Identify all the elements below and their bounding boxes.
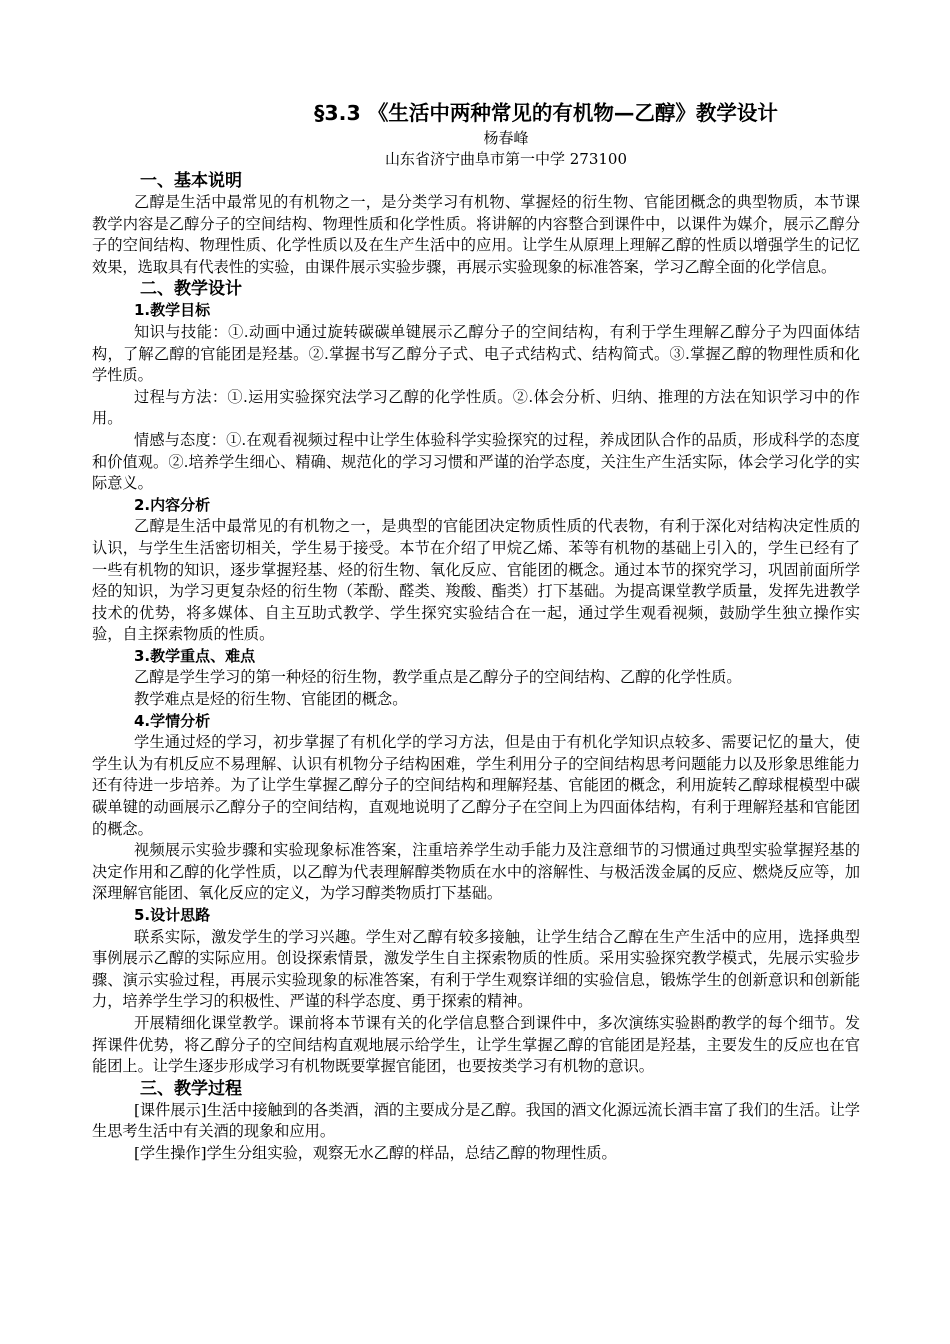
document-title: §3.3 《生活中两种常见的有机物—乙醇》教学设计	[314, 101, 778, 125]
paragraph: 开展精细化课堂教学。课前将本节课有关的化学信息整合到课件中，多次演练实验斟酌教学的每个细节。发挥课件优势，将乙醇分子的空间结构直观地展示给学生，让学生掌握乙醇的官能团是羟基，主要发生的反应也在官能团上。让学生逐步形成学习有机物既要掌握官能团，也要按类学习有机物的意识。	[92, 1013, 860, 1076]
subheading-key-points: 3.教学重点、难点	[134, 646, 256, 665]
subheading-goals: 1.教学目标	[134, 301, 211, 320]
subheading-content-analysis: 2.内容分析	[134, 495, 211, 514]
paragraph: 乙醇是生活中最常见的有机物之一，是典型的官能团决定物质性质的代表物，有利于深化对结构决定性质的认识，与学生生活密切相关，学生易于接受。本节在介绍了甲烷乙烯、苯等有机物的基础上引入的，学生已经有了一些有机物的知识，逐步掌握羟基、烃的衍生物、氧化反应、官能团的概念。通过本节的探究学习，巩固前面所学烃的知识，为学习更复杂烃的衍生物（苯酚、醛类、羧酸、酯类）打下基础。为提高课堂教学质量，发挥先进教学技术的优势，将多媒体、自主互助式教学、学生探究实验结合在一起，通过学生观看视频，鼓励学生独立操作实验，自主探索物质的性质。	[92, 517, 860, 644]
paragraph: 视频展示实验步骤和实验现象标准答案，注重培养学生动手能力及注意细节的习惯通过典型实验掌握羟基的决定作用和乙醇的化学性质，以乙醇为代表理解醇类物质在水中的溶解性、与极活泼金属的反应、燃烧反应等，加深理解官能团、氧化反应的定义，为学习醇类物质打下基础。	[92, 841, 860, 903]
paragraph: 情感与态度：①.在观看视频过程中让学生体验科学实验探究的过程，养成团队合作的品质，形成科学的态度和价值观。②.培养学生细心、精确、规范化的学习习惯和严谨的治学态度，关注生产生活实际，体会学习化学的实际意义。	[92, 430, 860, 493]
author-affiliation: 山东省济宁曲阜市第一中学 273100	[384, 150, 628, 168]
paragraph: 联系实际，激发学生的学习兴趣。学生对乙醇有较多接触，让学生结合乙醇在生产生活中的应用，选择典型事例展示乙醇的实际应用。创设探索情景，激发学生自主探索物质的性质。采用实验探究教学模式，先展示实验步骤、演示实验过程，再展示实验现象的标准答案，有利于学生观察详细的实验信息，锻炼学生的创新意识和创新能力，培养学生学习的积极性、严谨的科学态度、勇于探索的精神。	[92, 927, 860, 1011]
document-page	[92, 98, 860, 1165]
paragraph: 教学难点是烃的衍生物、官能团的概念。	[134, 690, 408, 709]
section-heading-design: 二、教学设计	[140, 279, 242, 300]
paragraph: 乙醇是生活中最常见的有机物之一，是分类学习有机物、掌握烃的衍生物、官能团概念的典型物质，本节课教学内容是乙醇分子的空间结构、物理性质和化学性质。将讲解的内容整合到课件中，以课件为媒介，展示乙醇分子的空间结构、物理性质、化学性质以及在生产生活中的应用。让学生从原理上理解乙醇的性质以增强学生的记忆效果，选取具有代表性的实验，由课件展示实验步骤，再展示实验现象的标准答案，学习乙醇全面的化学信息。	[92, 193, 860, 276]
subheading-design-ideas: 5.设计思路	[134, 906, 211, 924]
author-name: 杨春峰	[483, 129, 529, 147]
paragraph: 乙醇是学生学习的第一种烃的衍生物，教学重点是乙醇分子的空间结构、乙醇的化学性质。	[134, 668, 742, 687]
paragraph: [学生操作]学生分组实验，观察无水乙醇的样品，总结乙醇的物理性质。	[134, 1143, 617, 1162]
subheading-learner-analysis: 4.学情分析	[134, 711, 211, 730]
section-heading-basic: 一、基本说明	[140, 171, 242, 191]
paragraph: 学生通过烃的学习，初步掌握了有机化学的学习方法，但是由于有机化学知识点较多、需要记忆的量大，使学生认为有机反应不易理解、认识有机物分子结构困难，学生利用分子的空间结构思考问题能力以及形象思维能力还有待进一步培养。为了让学生掌握乙醇分子的空间结构和理解羟基、官能团的概念，利用旋转乙醇球棍模型中碳碳单键的动画展示乙醇分子的空间结构，直观地说明了乙醇分子在空间上为四面体结构，有利于理解羟基和官能团的概念。	[92, 733, 860, 838]
paragraph: [课件展示]生活中接触到的各类酒，酒的主要成分是乙醇。我国的酒文化源远流长酒丰富了我们的生活。让学生思考生活中有关酒的现象和应用。	[92, 1100, 860, 1141]
paragraph: 过程与方法：①.运用实验探究法学习乙醇的化学性质。②.体会分析、归纳、推理的方法在知识学习中的作用。	[92, 387, 860, 428]
section-heading-process: 三、教学过程	[140, 1078, 242, 1099]
paragraph: 知识与技能：①.动画中通过旋转碳碳单键展示乙醇分子的空间结构，有利于学生理解乙醇分子为四面体结构，了解乙醇的官能团是羟基。②.掌握书写乙醇分子式、电子式结构式、结构简式。③.掌握乙醇的物理性质和化学性质。	[92, 322, 860, 385]
